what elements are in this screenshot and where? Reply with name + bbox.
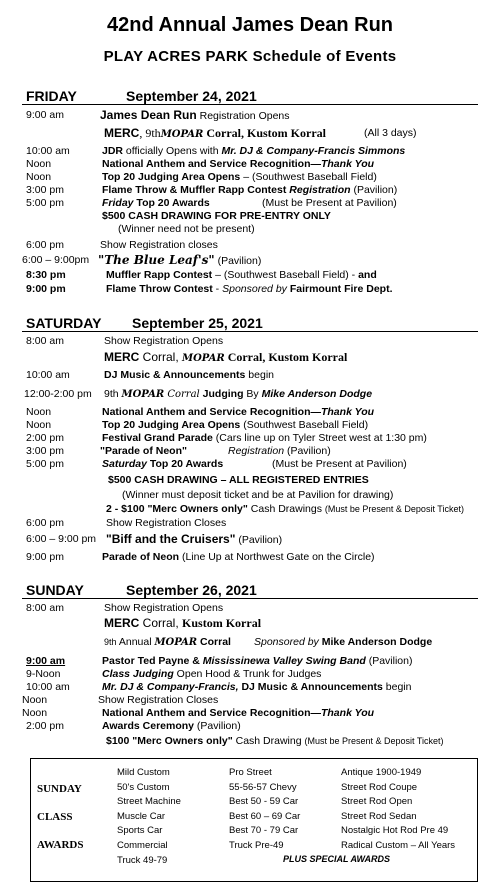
day-date: September 25, 2021 xyxy=(132,315,263,331)
schedule-row: 10:00 am Mr. DJ & Company-Francis, DJ Music & Announcements begin xyxy=(26,681,412,693)
award-class: Nostalgic Hot Rod Pre 49 xyxy=(341,825,449,837)
schedule-row: Noon Show Registration Closes xyxy=(22,694,219,706)
saturday-divider xyxy=(22,331,478,332)
schedule-row: MERC, 9thMOPAR Corral, Kustom Korral (All 3 days) xyxy=(104,126,417,140)
award-class: Truck Pre-49 xyxy=(229,839,284,851)
schedule-row: 2:00 pm Awards Ceremony (Pavilion) xyxy=(26,720,241,732)
award-class: Street Rod Sedan xyxy=(341,810,417,822)
schedule-row: 12:00-2:00 pm 9th MOPAR Corral Judging By Mike Anderson Dodge xyxy=(24,388,373,400)
schedule-row: Noon National Anthem and Service Recognition—Thank You xyxy=(22,707,375,719)
schedule-row: 5:00 pm Saturday Top 20 Awards (Must be Present at Pavilion) xyxy=(26,458,407,470)
award-class: Radical Custom – All Years xyxy=(341,839,456,851)
awards-column-3 xyxy=(341,766,455,854)
schedule-row: 8:30 pm Muffler Rapp Contest – (Southwest Baseball Field) - and xyxy=(26,269,377,281)
schedule-row: 9-Noon Class Judging Open Hood & Trunk for Judges xyxy=(26,668,322,680)
award-class: Commercial xyxy=(117,839,168,851)
schedule-row: Noon National Anthem and Service Recognition—Thank You xyxy=(26,406,375,418)
schedule-row: (Winner need not be present) xyxy=(118,223,255,235)
page-subtitle: PLAY ACRES PARK Schedule of Events xyxy=(103,48,397,65)
day-date: September 24, 2021 xyxy=(126,88,257,104)
day-date: September 26, 2021 xyxy=(126,582,257,598)
special-awards-note: PLUS SPECIAL AWARDS xyxy=(283,854,391,864)
schedule-row: 8:00 am Show Registration Opens xyxy=(26,602,224,614)
award-class: Muscle Car xyxy=(117,810,166,822)
award-class: Sports Car xyxy=(117,825,163,837)
day-name: SUNDAY xyxy=(26,582,84,598)
award-class: Street Machine xyxy=(117,796,181,808)
sunday-divider xyxy=(22,598,478,599)
award-class: Antique 1900-1949 xyxy=(341,767,422,778)
schedule-row: 2:00 pm Festival Grand Parade (Cars line up on Tyler Street west at 1:30 pm) xyxy=(26,432,427,444)
friday-divider xyxy=(22,104,478,105)
schedule-row: 2 - $100 "Merc Owners only" Cash Drawings (Must be Present & Deposit Ticket) xyxy=(106,503,464,515)
schedule-row: 6:00 pm Show Registration Closes xyxy=(26,517,227,529)
day-name: FRIDAY xyxy=(26,88,77,104)
schedule-row: 8:00 am Show Registration Opens xyxy=(26,335,224,347)
award-class: Mild Custom xyxy=(117,767,170,778)
schedule-row: 3:00 pm Flame Throw & Muffler Rapp Contest Registration (Pavilion) xyxy=(26,184,398,196)
schedule-row: $100 "Merc Owners only" Cash Drawing (Must be Present & Deposit Ticket) xyxy=(106,735,444,747)
schedule-row: Noon Top 20 Judging Area Opens – (Southwest Baseball Field) xyxy=(26,171,377,183)
awards-column-2 xyxy=(229,766,300,854)
schedule-row: 9:00 am Pastor Ted Payne & Mississinewa Valley Swing Band (Pavilion) xyxy=(26,655,413,667)
class-awards-box xyxy=(30,758,478,882)
schedule-row: 9:00 pm Flame Throw Contest - Sponsored by Fairmount Fire Dept. xyxy=(26,283,393,295)
schedule-row: $500 CASH DRAWING FOR PRE-ENTRY ONLY xyxy=(102,210,331,222)
award-class: Best 60 – 69 Car xyxy=(229,810,301,822)
awards-label-sunday: SUNDAY xyxy=(37,783,82,795)
schedule-row: 6:00 pm Show Registration closes xyxy=(26,239,218,251)
awards-label-class: CLASS xyxy=(37,811,73,823)
schedule-row: MERC Corral, MOPAR Corral, Kustom Korral xyxy=(104,350,348,364)
schedule-row: 9:00 am James Dean Run Registration Opens xyxy=(26,108,290,122)
schedule-row: MERC Corral, Kustom Korral xyxy=(104,616,262,630)
schedule-row: Noon Top 20 Judging Area Opens (Southwest Baseball Field) xyxy=(26,419,369,431)
schedule-row: 10:00 am DJ Music & Announcements begin xyxy=(26,369,274,381)
day-name: SATURDAY xyxy=(26,315,102,331)
award-class: 55-56-57 Chevy xyxy=(229,781,297,793)
awards-label-awards: AWARDS xyxy=(37,839,84,851)
schedule-row: (Winner must deposit ticket and be at Pavilion for drawing) xyxy=(122,489,394,501)
schedule-row: 5:00 pm Friday Top 20 Awards (Must be Present at Pavilion) xyxy=(26,197,397,209)
schedule-row: 9th Annual MOPAR Corral Sponsored by Mike Anderson Dodge xyxy=(104,636,433,648)
award-class: Street Rod Open xyxy=(341,796,413,808)
award-class: Truck 49-79 xyxy=(117,854,168,866)
page-title: 42nd Annual James Dean Run xyxy=(107,14,393,36)
schedule-row: Noon National Anthem and Service Recognition—Thank You xyxy=(26,158,375,170)
schedule-row: 6:00 – 9:00pm "The Blue Leaf's" (Pavilion) xyxy=(22,253,262,267)
award-class: 50's Custom xyxy=(117,781,170,793)
awards-column-1 xyxy=(117,766,181,868)
award-class: Best 50 - 59 Car xyxy=(229,796,299,808)
schedule-row: 10:00 am JDR officially Opens with Mr. DJ & Company-Francis Simmons xyxy=(26,145,406,157)
award-class: Pro Street xyxy=(229,767,272,778)
schedule-row: 3:00 pm "Parade of Neon" Registration (Pavilion) xyxy=(26,445,331,457)
schedule-row: $500 CASH DRAWING – ALL REGISTERED ENTRIES xyxy=(108,474,369,486)
schedule-row: 9:00 pm Parade of Neon (Line Up at Northwest Gate on the Circle) xyxy=(26,551,375,563)
award-class: Street Rod Coupe xyxy=(341,781,418,793)
award-class: Best 70 - 79 Car xyxy=(229,825,299,837)
schedule-row: 6:00 – 9:00 pm "Biff and the Cruisers" (Pavilion) xyxy=(26,532,283,546)
